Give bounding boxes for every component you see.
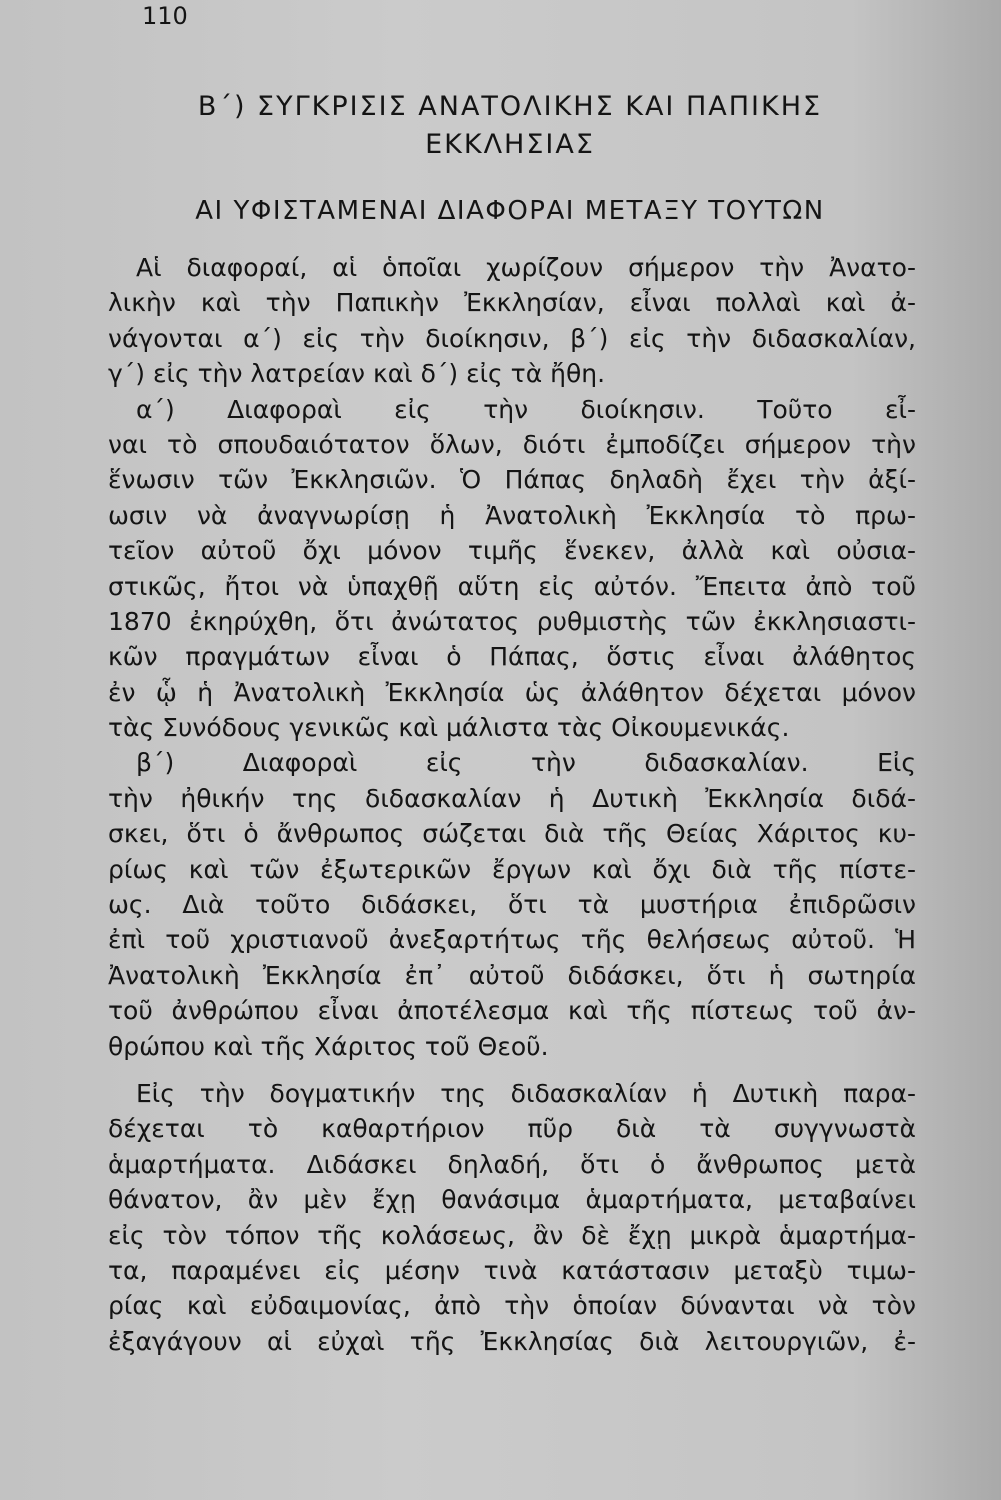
text-line: ἐπὶ τοῦ χριστιανοῦ ἀνεξαρτήτως τῆς θελήσεως αὐτοῦ. Ἡ xyxy=(108,925,916,955)
text-line: λικὴν καὶ τὴν Παπικὴν Ἐκκλησίαν, εἶναι πολλαὶ καὶ ἀ- xyxy=(108,288,916,318)
text-line: ρίως καὶ τῶν ἐξωτερικῶν ἔργων καὶ ὄχι διὰ τῆς πίστε- xyxy=(108,854,916,884)
text-line: Εἰς τὴν δογματικήν της διδασκαλίαν ἡ Δυτικὴ παρα- xyxy=(136,1078,916,1108)
chapter-title xyxy=(100,88,920,164)
text-line: 1870 ἐκηρύχθη, ὅτι ἀνώτατος ρυθμιστὴς τῶν ἐκκλησιαστι- xyxy=(108,606,916,636)
text-line: νάγονται α΄) εἰς τὴν διοίκησιν, β΄) εἰς τὴν διδασκαλίαν, xyxy=(108,323,916,353)
text-line: α΄) Διαφοραὶ εἰς τὴν διοίκησιν. Τοῦτο εἶ- xyxy=(136,394,916,424)
text-line: γ΄) εἰς τὴν λατρείαν καὶ δ΄) εἰς τὰ ἤθη. xyxy=(108,359,606,389)
text-line: τεῖον αὐτοῦ ὄχι μόνον τιμῆς ἕνεκεν, ἀλλὰ καὶ οὐσια- xyxy=(108,536,916,566)
text-line: ωσιν νὰ ἀναγνωρίσῃ ἡ Ἀνατολικὴ Ἐκκλησία τὸ πρω- xyxy=(108,500,916,530)
text-line: στικῶς, ἤτοι νὰ ὑπαχθῇ αὕτη εἰς αὐτόν. Ἔπειτα ἀπὸ τοῦ xyxy=(108,571,916,601)
chapter-title-line-1: Β΄) ΣΥΓΚΡΙΣΙΣ ΑΝΑΤΟΛΙΚΗΣ ΚΑΙ ΠΑΠΙΚΗΣ xyxy=(197,91,823,122)
page-number: 110 xyxy=(142,2,188,30)
text-line: δέχεται τὸ καθαρτήριον πῦρ διὰ τὰ συγγνωστὰ xyxy=(108,1114,916,1144)
text-line: θρώπου καὶ τῆς Χάριτος τοῦ Θεοῦ. xyxy=(108,1031,549,1061)
text-line: ἐξαγάγουν αἱ εὐχαὶ τῆς Ἐκκλησίας διὰ λειτουργιῶν, ἐ- xyxy=(108,1326,916,1356)
section-subtitle: ΑΙ ΥΦΙΣΤΑΜΕΝΑΙ ΔΙΑΦΟΡΑΙ ΜΕΤΑΞΥ ΤΟΥΤΩΝ xyxy=(195,196,825,226)
text-line: ἐν ᾧ ἡ Ἀνατολικὴ Ἐκκλησία ὡς ἀλάθητον δέχεται μόνον xyxy=(108,677,916,707)
text-line: τα, παραμένει εἰς μέσην τινὰ κατάστασιν μεταξὺ τιμω- xyxy=(108,1255,916,1285)
text-line: ἁμαρτήματα. Διδάσκει δηλαδή, ὅτι ὁ ἄνθρωπος μετὰ xyxy=(108,1149,916,1179)
text-line: εἰς τὸν τόπον τῆς κολάσεως, ἂν δὲ ἔχῃ μικρὰ ἁμαρτήμα- xyxy=(108,1220,916,1250)
text-line: ἕνωσιν τῶν Ἐκκλησιῶν. Ὁ Πάπας δηλαδὴ ἔχει τὴν ἀξί- xyxy=(108,465,916,495)
text-line: κῶν πραγμάτων εἶναι ὁ Πάπας, ὅστις εἶναι ἀλάθητος xyxy=(108,642,916,672)
chapter-title-line-2: ΕΚΚΛΗΣΙΑΣ xyxy=(425,129,595,160)
text-line: θάνατον, ἂν μὲν ἔχῃ θανάσιμα ἁμαρτήματα, μεταβαίνει xyxy=(108,1185,916,1215)
text-line: ναι τὸ σπουδαιότατον ὅλων, διότι ἐμποδίζει σήμερον τὴν xyxy=(108,429,916,459)
text-line: σκει, ὅτι ὁ ἄνθρωπος σώζεται διὰ τῆς Θείας Χάριτος κυ- xyxy=(108,819,916,849)
text-line: Ἀνατολικὴ Ἐκκλησία ἐπ᾽ αὐτοῦ διδάσκει, ὅτι ἡ σωτηρία xyxy=(108,960,916,990)
text-line: β΄) Διαφοραὶ εἰς τὴν διδασκαλίαν. Εἰς xyxy=(136,748,916,778)
text-line: ως. Διὰ τοῦτο διδάσκει, ὅτι τὰ μυστήρια ἐπιδρῶσιν xyxy=(108,890,916,920)
text-line: τὰς Συνόδους γενικῶς καὶ μάλιστα τὰς Οἰκουμενικάς. xyxy=(108,713,790,743)
text-line: Αἱ διαφοραί, αἱ ὁποῖαι χωρίζουν σήμερον τὴν Ἀνατο- xyxy=(136,253,916,282)
text-line: τὴν ἠθικήν της διδασκαλίαν ἡ Δυτικὴ Ἐκκλησία διδά- xyxy=(108,783,916,813)
text-line: ρίας καὶ εὐδαιμονίας, ἀπὸ τὴν ὁποίαν δύνανται νὰ τὸν xyxy=(108,1291,916,1321)
text-line: τοῦ ἀνθρώπου εἶναι ἀποτέλεσμα καὶ τῆς πίστεως τοῦ ἀν- xyxy=(108,996,916,1026)
body-text xyxy=(108,250,916,1359)
